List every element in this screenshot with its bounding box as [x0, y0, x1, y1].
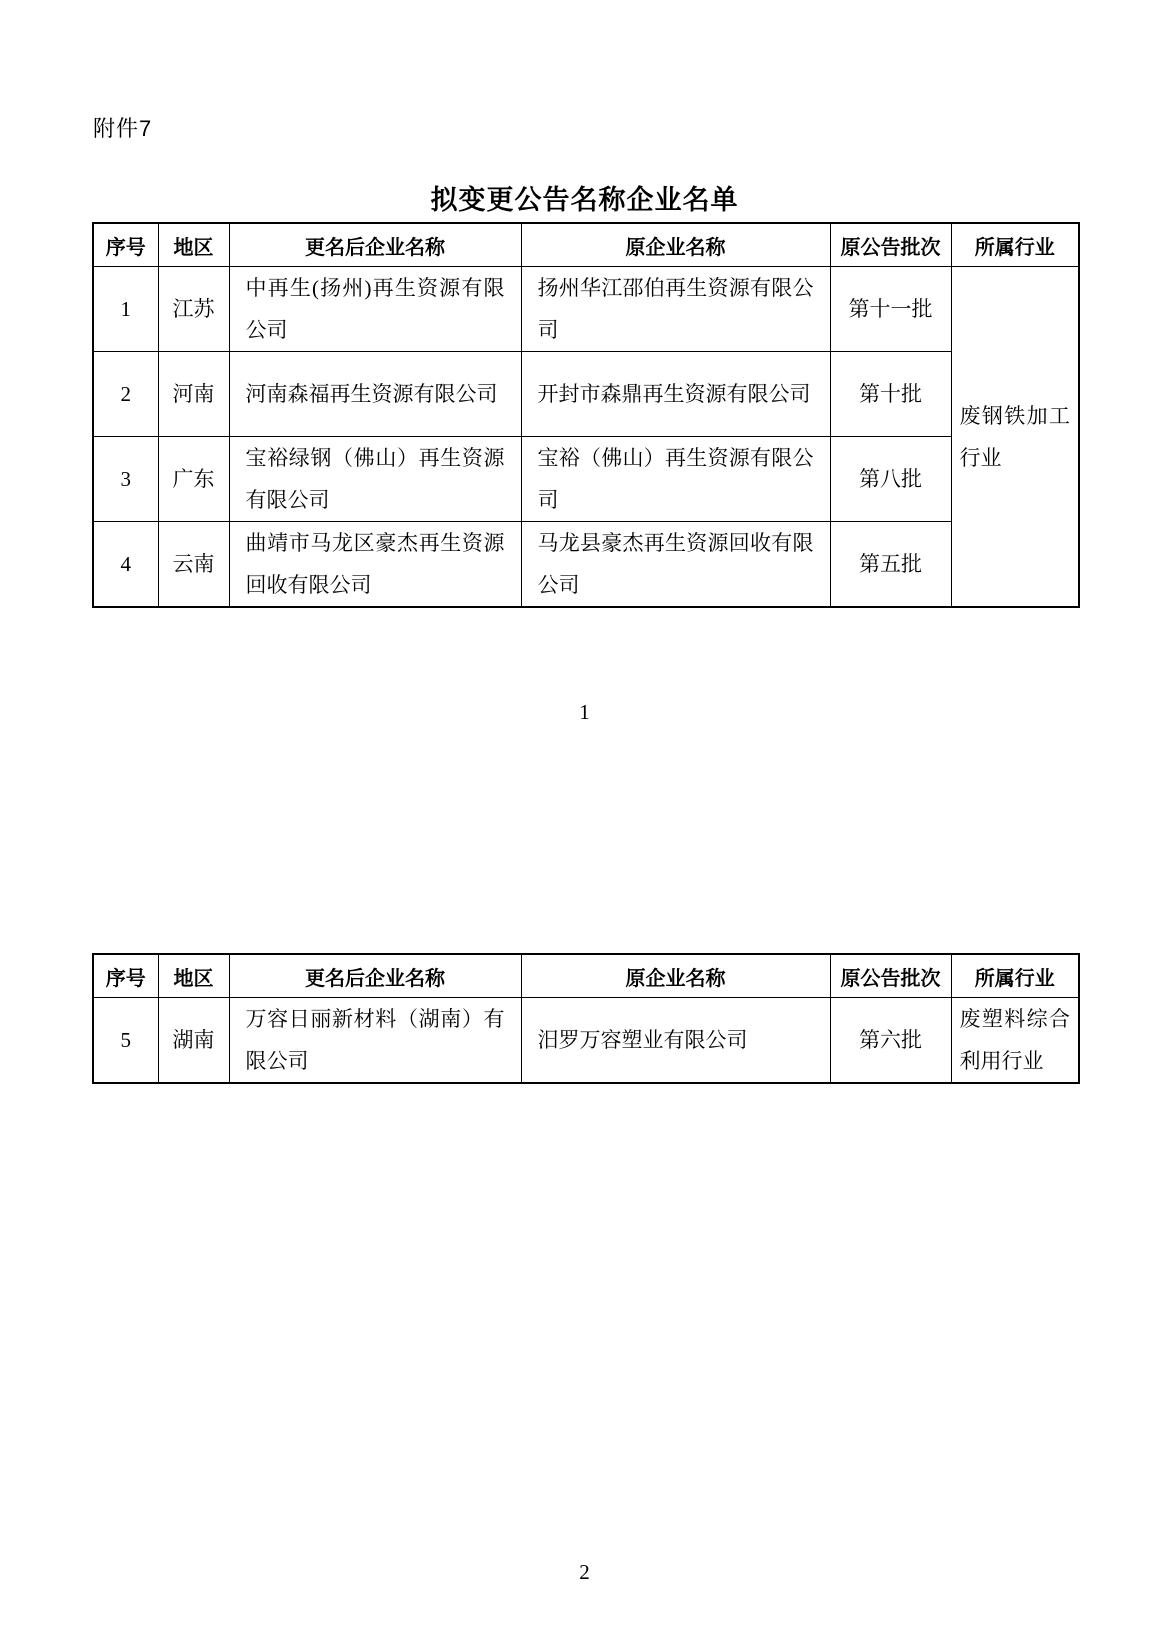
cell-region: 江苏	[158, 267, 229, 352]
table-row	[93, 437, 1079, 522]
header-no: 序号	[93, 954, 158, 998]
cell-batch: 第八批	[830, 437, 951, 522]
cell-no: 4	[93, 522, 158, 608]
cell-old-name: 宝裕（佛山）再生资源有限公司	[521, 437, 830, 522]
header-region: 地区	[158, 954, 229, 998]
table-header-row	[93, 954, 1079, 998]
cell-region: 云南	[158, 522, 229, 608]
table-row	[93, 267, 1079, 352]
rename-companies-table-page2	[92, 953, 1080, 1084]
header-industry: 所属行业	[951, 954, 1079, 998]
cell-new-name: 宝裕绿钢（佛山）再生资源有限公司	[229, 437, 521, 522]
table-row	[93, 522, 1079, 608]
cell-old-name: 扬州华江邵伯再生资源有限公司	[521, 267, 830, 352]
header-new-name: 更名后企业名称	[229, 223, 521, 267]
cell-no: 1	[93, 267, 158, 352]
header-region: 地区	[158, 223, 229, 267]
header-old-name: 原企业名称	[521, 954, 830, 998]
attachment-label: 附件7	[93, 116, 153, 141]
cell-no: 5	[93, 998, 158, 1084]
cell-batch: 第五批	[830, 522, 951, 608]
cell-region: 湖南	[158, 998, 229, 1084]
header-batch: 原公告批次	[830, 954, 951, 998]
page-title: 拟变更公告名称企业名单	[430, 185, 739, 215]
page-number: 1	[579, 700, 590, 724]
cell-old-name: 汨罗万容塑业有限公司	[521, 998, 830, 1084]
cell-industry: 废钢铁加工行业	[951, 267, 1079, 608]
table-row	[93, 998, 1079, 1084]
cell-old-name: 马龙县豪杰再生资源回收有限公司	[521, 522, 830, 608]
cell-industry: 废塑料综合利用行业	[951, 998, 1079, 1084]
cell-new-name: 河南森福再生资源有限公司	[229, 352, 521, 437]
cell-region: 河南	[158, 352, 229, 437]
header-no: 序号	[93, 223, 158, 267]
cell-new-name: 万容日丽新材料（湖南）有限公司	[229, 998, 521, 1084]
header-old-name: 原企业名称	[521, 223, 830, 267]
header-industry: 所属行业	[951, 223, 1079, 267]
table-row	[93, 352, 1079, 437]
cell-new-name: 中再生(扬州)再生资源有限公司	[229, 267, 521, 352]
cell-new-name: 曲靖市马龙区豪杰再生资源回收有限公司	[229, 522, 521, 608]
cell-batch: 第十批	[830, 352, 951, 437]
rename-companies-table-page1	[92, 222, 1080, 608]
cell-no: 2	[93, 352, 158, 437]
cell-region: 广东	[158, 437, 229, 522]
cell-batch: 第十一批	[830, 267, 951, 352]
page-number: 2	[579, 1560, 590, 1584]
cell-no: 3	[93, 437, 158, 522]
cell-batch: 第六批	[830, 998, 951, 1084]
header-new-name: 更名后企业名称	[229, 954, 521, 998]
table-header-row	[93, 223, 1079, 267]
cell-old-name: 开封市森鼎再生资源有限公司	[521, 352, 830, 437]
header-batch: 原公告批次	[830, 223, 951, 267]
